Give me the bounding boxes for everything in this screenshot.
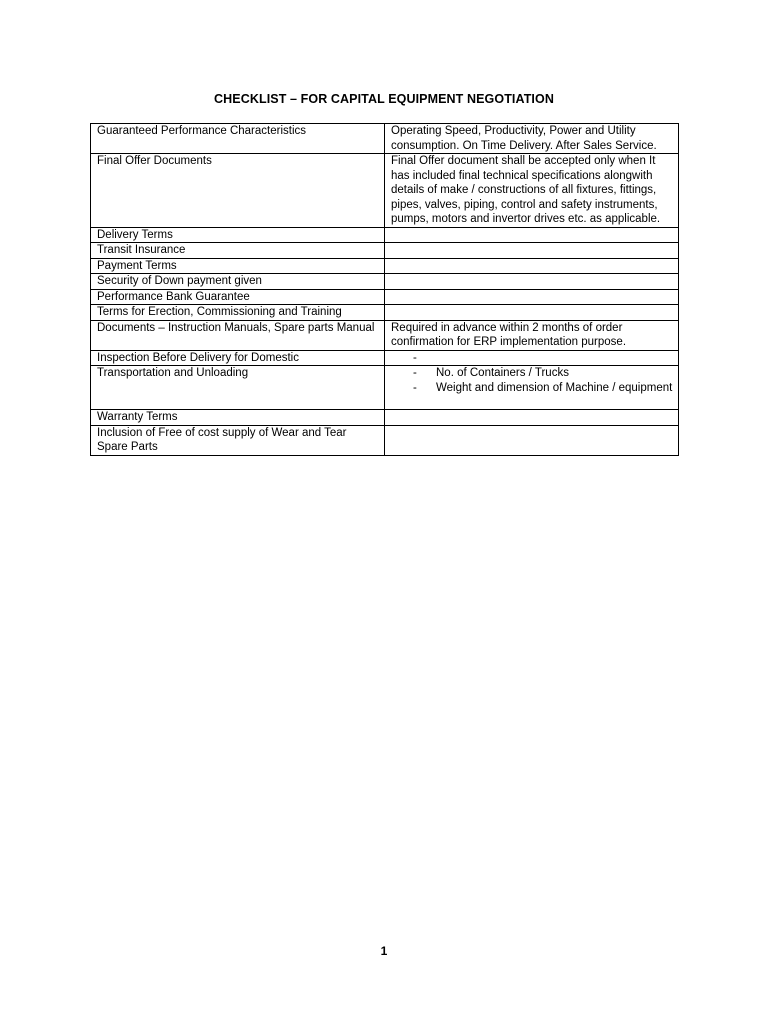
item-cell: Documents – Instruction Manuals, Spare parts Manual bbox=[91, 320, 385, 350]
detail-cell bbox=[385, 227, 679, 243]
detail-cell bbox=[385, 258, 679, 274]
item-cell: Inspection Before Delivery for Domestic bbox=[91, 350, 385, 366]
detail-cell bbox=[385, 410, 679, 426]
item-cell: Transit Insurance bbox=[91, 243, 385, 259]
list-item bbox=[391, 366, 673, 381]
detail-cell bbox=[385, 274, 679, 290]
item-cell: Terms for Erection, Commissioning and Training bbox=[91, 305, 385, 321]
item-cell: Payment Terms bbox=[91, 258, 385, 274]
page-number: 1 bbox=[380, 944, 388, 958]
detail-cell bbox=[385, 305, 679, 321]
table-row bbox=[91, 124, 679, 154]
table-row bbox=[91, 274, 679, 290]
detail-cell bbox=[385, 243, 679, 259]
table-row bbox=[91, 320, 679, 350]
checklist-table bbox=[90, 123, 679, 456]
detail-cell: Final Offer document shall be accepted only when It has included final technical specifications alongwith details of make / constructions of all fixtures, fittings, pipes, valves, piping, control and safety instruments, pumps, motors and invertor drives etc. as applicable. bbox=[385, 154, 679, 228]
dash-marker: - bbox=[413, 367, 417, 379]
item-cell: Performance Bank Guarantee bbox=[91, 289, 385, 305]
table-row bbox=[91, 350, 679, 366]
table-row bbox=[91, 410, 679, 426]
dash-marker: - bbox=[413, 351, 417, 364]
table-row bbox=[91, 425, 679, 455]
detail-cell: Operating Speed, Productivity, Power and Utility consumption. On Time Delivery. After Sales Service. bbox=[385, 124, 679, 154]
detail-cell bbox=[385, 289, 679, 305]
detail-cell bbox=[385, 425, 679, 455]
item-cell: Warranty Terms bbox=[91, 410, 385, 426]
list-item-text: No. of Containers / Trucks bbox=[436, 367, 569, 379]
list-item bbox=[391, 351, 673, 366]
detail-cell bbox=[385, 366, 679, 410]
detail-cell bbox=[385, 350, 679, 366]
table-row bbox=[91, 227, 679, 243]
item-cell: Inclusion of Free of cost supply of Wear and Tear Spare Parts bbox=[91, 425, 385, 455]
page-title: CHECKLIST – FOR CAPITAL EQUIPMENT NEGOTIATION bbox=[214, 92, 554, 106]
detail-cell: Required in advance within 2 months of order confirmation for ERP implementation purpose. bbox=[385, 320, 679, 350]
dash-marker: - bbox=[413, 381, 417, 394]
item-cell: Security of Down payment given bbox=[91, 274, 385, 290]
item-cell: Final Offer Documents bbox=[91, 154, 385, 228]
table-row bbox=[91, 305, 679, 321]
table-row bbox=[91, 154, 679, 228]
table-row bbox=[91, 366, 679, 410]
transport-dash-list bbox=[391, 366, 673, 395]
list-item-text: Weight and dimension of Machine / equipment bbox=[436, 381, 673, 394]
table-row bbox=[91, 289, 679, 305]
item-cell: Guaranteed Performance Characteristics bbox=[91, 124, 385, 154]
item-cell: Delivery Terms bbox=[91, 227, 385, 243]
list-item bbox=[391, 381, 673, 396]
inspection-dash-list bbox=[391, 351, 673, 366]
item-cell: Transportation and Unloading bbox=[91, 366, 385, 410]
table-row bbox=[91, 243, 679, 259]
table-row bbox=[91, 258, 679, 274]
